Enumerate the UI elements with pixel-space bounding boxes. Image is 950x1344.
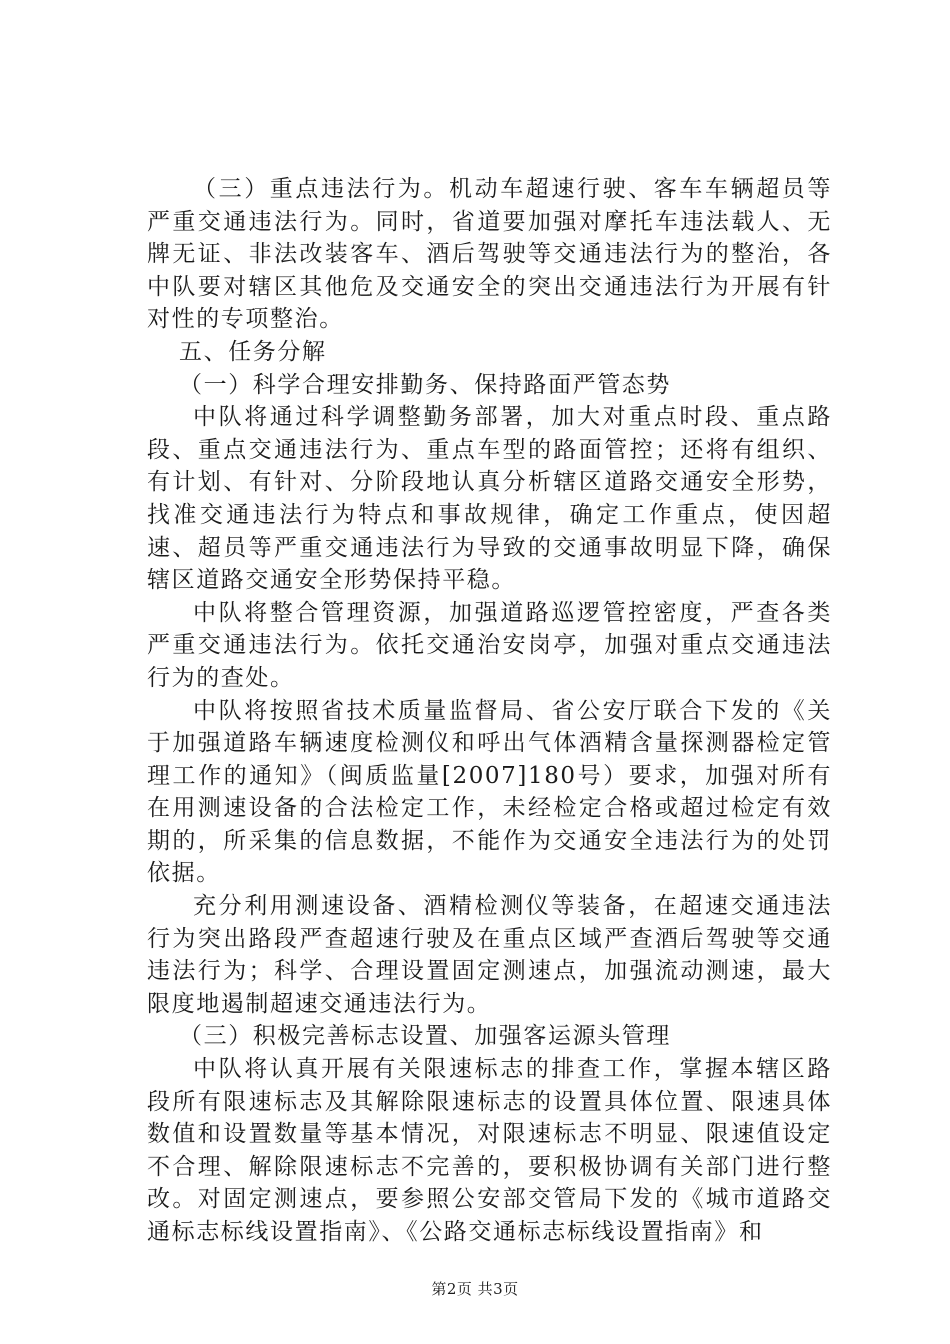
- document-body: [147, 173, 832, 1249]
- subsection-heading-sign-improvement: （三）积极完善标志设置、加强客运源头管理: [179, 1023, 671, 1050]
- paragraph-speed-detection: 充分利用测速设备、酒精检测仪等装备，在超速交通违法行为突出路段严查超速行驶及在重点区域严查酒后驾驶等交通违法行为；科学、合理设置固定测速点，加强流动测速，最大限度地遏制超速交通违法行为。: [147, 893, 832, 1017]
- paragraph-key-violations: （三）重点违法行为。机动车超速行驶、客车车辆超员等严重交通违法行为。同时，省道要加强对摩托车违法载人、无牌无证、非法改装客车、酒后驾驶等交通违法行为的整治，各中队要对辖区其他危及交通安全的突出交通违法行为开展有针对性的专项整治。: [147, 176, 832, 333]
- paragraph-resource-integration: 中队将整合管理资源，加强道路巡逻管控密度，严查各类严重交通违法行为。依托交通治安岗亭，加强对重点交通违法行为的查处。: [147, 599, 832, 691]
- page-number-footer: 第2页 共3页: [431, 1280, 519, 1298]
- paragraph-duty-deployment: 中队将通过科学调整勤务部署，加大对重点时段、重点路段、重点交通违法行为、重点车型的路面管控；还将有组织、有计划、有针对、分阶段地认真分析辖区道路交通安全形势，找准交通违法行为特点和事故规律，确定工作重点，使因超速、超员等严重交通违法行为导致的交通事故明显下降，确保辖区道路交通安全形势保持平稳。: [147, 404, 832, 594]
- subsection-heading-duty-arrangement: （一）科学合理安排勤务、保持路面严管态势: [179, 371, 671, 398]
- paragraph-speed-limit-signs: 中队将认真开展有关限速标志的排查工作，掌握本辖区路段所有限速标志及其解除限速标志的设置具体位置、限速具体数值和设置数量等基本情况，对限速标志不明显、限速值设定不合理、解除限速标志不完善的，要积极协调有关部门进行整改。对固定测速点，要参照公安部交管局下发的《城市道路交通标志标线设置指南》、《公路交通标志标线设置指南》和: [147, 1056, 832, 1245]
- paragraph-device-verification: 中队将按照省技术质量监督局、省公安厅联合下发的《关于加强道路车辆速度检测仪和呼出气体酒精含量探测器检定管理工作的通知》（闽质监量[2007]180号）要求，加强对所有在用测速设备的合法检定工作，未经检定合格或超过检定有效期的，所采集的信息数据，不能作为交通安全违法行为的处罚依据。: [147, 697, 832, 887]
- section-heading-task-breakdown: 五、任务分解: [179, 338, 327, 365]
